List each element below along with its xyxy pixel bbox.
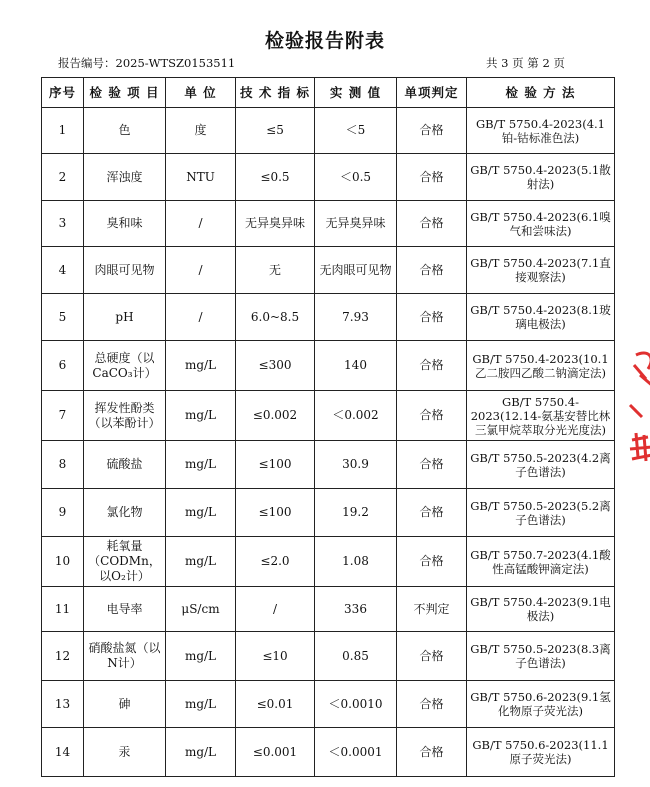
measured-value-cell: 140 [315, 341, 397, 391]
table-row [42, 294, 615, 341]
unit-cell: NTU [166, 154, 236, 201]
item-name-cell: 浑浊度 [84, 154, 166, 201]
row-number-cell: 6 [42, 341, 84, 391]
table-row [42, 441, 615, 489]
unit-cell: mg/L [166, 341, 236, 391]
measured-value-cell: 无异臭异味 [315, 201, 397, 247]
method-cell: GB/T 5750.4-2023(8.1玻璃电极法) [467, 294, 615, 341]
judgement-cell: 合格 [397, 341, 467, 391]
unit-cell: mg/L [166, 728, 236, 777]
header-value: 实 测 值 [315, 78, 397, 108]
page-info: 共 3 页 第 2 页 [486, 56, 565, 70]
limit-cell: ≤0.01 [236, 681, 315, 728]
item-name-cell: 肉眼可见物 [84, 247, 166, 294]
row-number-cell: 7 [42, 391, 84, 441]
row-number-cell: 5 [42, 294, 84, 341]
measured-value-cell: ＜0.5 [315, 154, 397, 201]
method-cell: GB/T 5750.6-2023(9.1氢化物原子荧光法) [467, 681, 615, 728]
item-name-cell: 氯化物 [84, 489, 166, 537]
measured-value-cell: ＜0.0001 [315, 728, 397, 777]
table-row [42, 537, 615, 587]
row-number-cell: 3 [42, 201, 84, 247]
limit-cell: ≤5 [236, 108, 315, 154]
limit-cell: / [236, 587, 315, 632]
method-cell: GB/T 5750.4-2023(6.1嗅气和尝味法) [467, 201, 615, 247]
measured-value-cell: 19.2 [315, 489, 397, 537]
table-row [42, 341, 615, 391]
header-judge: 单项判定 [397, 78, 467, 108]
item-name-cell: 色 [84, 108, 166, 154]
judgement-cell: 合格 [397, 728, 467, 777]
row-number-cell: 14 [42, 728, 84, 777]
limit-cell: ≤2.0 [236, 537, 315, 587]
judgement-cell: 合格 [397, 391, 467, 441]
method-cell: GB/T 5750.6-2023(11.1原子荧光法) [467, 728, 615, 777]
method-cell: GB/T 5750.4-2023(10.1乙二胺四乙酸二钠滴定法) [467, 341, 615, 391]
row-number-cell: 2 [42, 154, 84, 201]
measured-value-cell: 1.08 [315, 537, 397, 587]
row-number-cell: 4 [42, 247, 84, 294]
row-number-cell: 10 [42, 537, 84, 587]
judgement-cell: 合格 [397, 489, 467, 537]
limit-cell: 6.0~8.5 [236, 294, 315, 341]
judgement-cell: 合格 [397, 247, 467, 294]
limit-cell: 无异臭异味 [236, 201, 315, 247]
method-cell: GB/T 5750.4-2023(12.14-氨基安替比林三氯甲烷萃取分光光度法) [467, 391, 615, 441]
report-number: 报告编号：2025-WTSZ0153511 [58, 56, 236, 70]
judgement-cell: 合格 [397, 154, 467, 201]
measured-value-cell: ＜5 [315, 108, 397, 154]
measured-value-cell: 30.9 [315, 441, 397, 489]
item-name-cell: 臭和味 [84, 201, 166, 247]
header-unit: 单 位 [166, 78, 236, 108]
table-row [42, 247, 615, 294]
table-row [42, 489, 615, 537]
unit-cell: μS/cm [166, 587, 236, 632]
item-name-cell: 电导率 [84, 587, 166, 632]
row-number-cell: 11 [42, 587, 84, 632]
measured-value-cell: 0.85 [315, 632, 397, 681]
unit-cell: / [166, 201, 236, 247]
method-cell: GB/T 5750.5-2023(8.3离子色谱法) [467, 632, 615, 681]
item-name-cell: 汞 [84, 728, 166, 777]
method-cell: GB/T 5750.4-2023(5.1散射法) [467, 154, 615, 201]
header-item: 检 验 项 目 [84, 78, 166, 108]
limit-cell: ≤300 [236, 341, 315, 391]
measured-value-cell: ＜0.0010 [315, 681, 397, 728]
judgement-cell: 合格 [397, 681, 467, 728]
header-method: 检 验 方 法 [467, 78, 615, 108]
limit-cell: ≤0.5 [236, 154, 315, 201]
page-title: 检验报告附表 [264, 30, 385, 52]
unit-cell: mg/L [166, 441, 236, 489]
method-cell: GB/T 5750.4-2023(4.1铂-钴标准色法) [467, 108, 615, 154]
judgement-cell: 合格 [397, 201, 467, 247]
limit-cell: ≤0.001 [236, 728, 315, 777]
row-number-cell: 1 [42, 108, 84, 154]
item-name-cell: 硝酸盐氮（以N计） [84, 632, 166, 681]
unit-cell: / [166, 294, 236, 341]
method-cell: GB/T 5750.5-2023(5.2离子色谱法) [467, 489, 615, 537]
judgement-cell: 合格 [397, 108, 467, 154]
item-name-cell: 硫酸盐 [84, 441, 166, 489]
table-row [42, 728, 615, 777]
judgement-cell: 不判定 [397, 587, 467, 632]
method-cell: GB/T 5750.4-2023(9.1电极法) [467, 587, 615, 632]
stamp-fragment [630, 405, 642, 417]
unit-cell: mg/L [166, 391, 236, 441]
limit-cell: ≤10 [236, 632, 315, 681]
unit-cell: mg/L [166, 537, 236, 587]
unit-cell: / [166, 247, 236, 294]
limit-cell: ≤100 [236, 489, 315, 537]
limit-cell: ≤100 [236, 441, 315, 489]
results-table [41, 77, 615, 777]
table-row [42, 681, 615, 728]
judgement-cell: 合格 [397, 537, 467, 587]
table-row [42, 391, 615, 441]
row-number-cell: 13 [42, 681, 84, 728]
measured-value-cell: 无肉眼可见物 [315, 247, 397, 294]
method-cell: GB/T 5750.4-2023(7.1直接观察法) [467, 247, 615, 294]
stamp-fragment [630, 433, 650, 461]
table-row [42, 587, 615, 632]
judgement-cell: 合格 [397, 632, 467, 681]
table-row [42, 632, 615, 681]
measured-value-cell: 336 [315, 587, 397, 632]
judgement-cell: 合格 [397, 441, 467, 489]
limit-cell: ≤0.002 [236, 391, 315, 441]
red-seal-stamp [626, 345, 650, 495]
method-cell: GB/T 5750.7-2023(4.1酸性高锰酸钾滴定法) [467, 537, 615, 587]
row-number-cell: 8 [42, 441, 84, 489]
item-name-cell: 挥发性酚类（以苯酚计） [84, 391, 166, 441]
table-row [42, 201, 615, 247]
row-number-cell: 12 [42, 632, 84, 681]
measured-value-cell: ＜0.002 [315, 391, 397, 441]
item-name-cell: 耗氧量（CODMn，以O₂计） [84, 537, 166, 587]
unit-cell: mg/L [166, 632, 236, 681]
measured-value-cell: 7.93 [315, 294, 397, 341]
item-name-cell: pH [84, 294, 166, 341]
table-row [42, 154, 615, 201]
table-row [42, 108, 615, 154]
unit-cell: mg/L [166, 681, 236, 728]
unit-cell: 度 [166, 108, 236, 154]
judgement-cell: 合格 [397, 294, 467, 341]
row-number-cell: 9 [42, 489, 84, 537]
header-limit: 技 术 指 标 [236, 78, 315, 108]
header-no: 序号 [42, 78, 84, 108]
item-name-cell: 砷 [84, 681, 166, 728]
table-header-row [42, 78, 615, 108]
method-cell: GB/T 5750.5-2023(4.2离子色谱法) [467, 441, 615, 489]
limit-cell: 无 [236, 247, 315, 294]
unit-cell: mg/L [166, 489, 236, 537]
item-name-cell: 总硬度（以CaCO₃计） [84, 341, 166, 391]
stamp-fragment [634, 353, 650, 387]
